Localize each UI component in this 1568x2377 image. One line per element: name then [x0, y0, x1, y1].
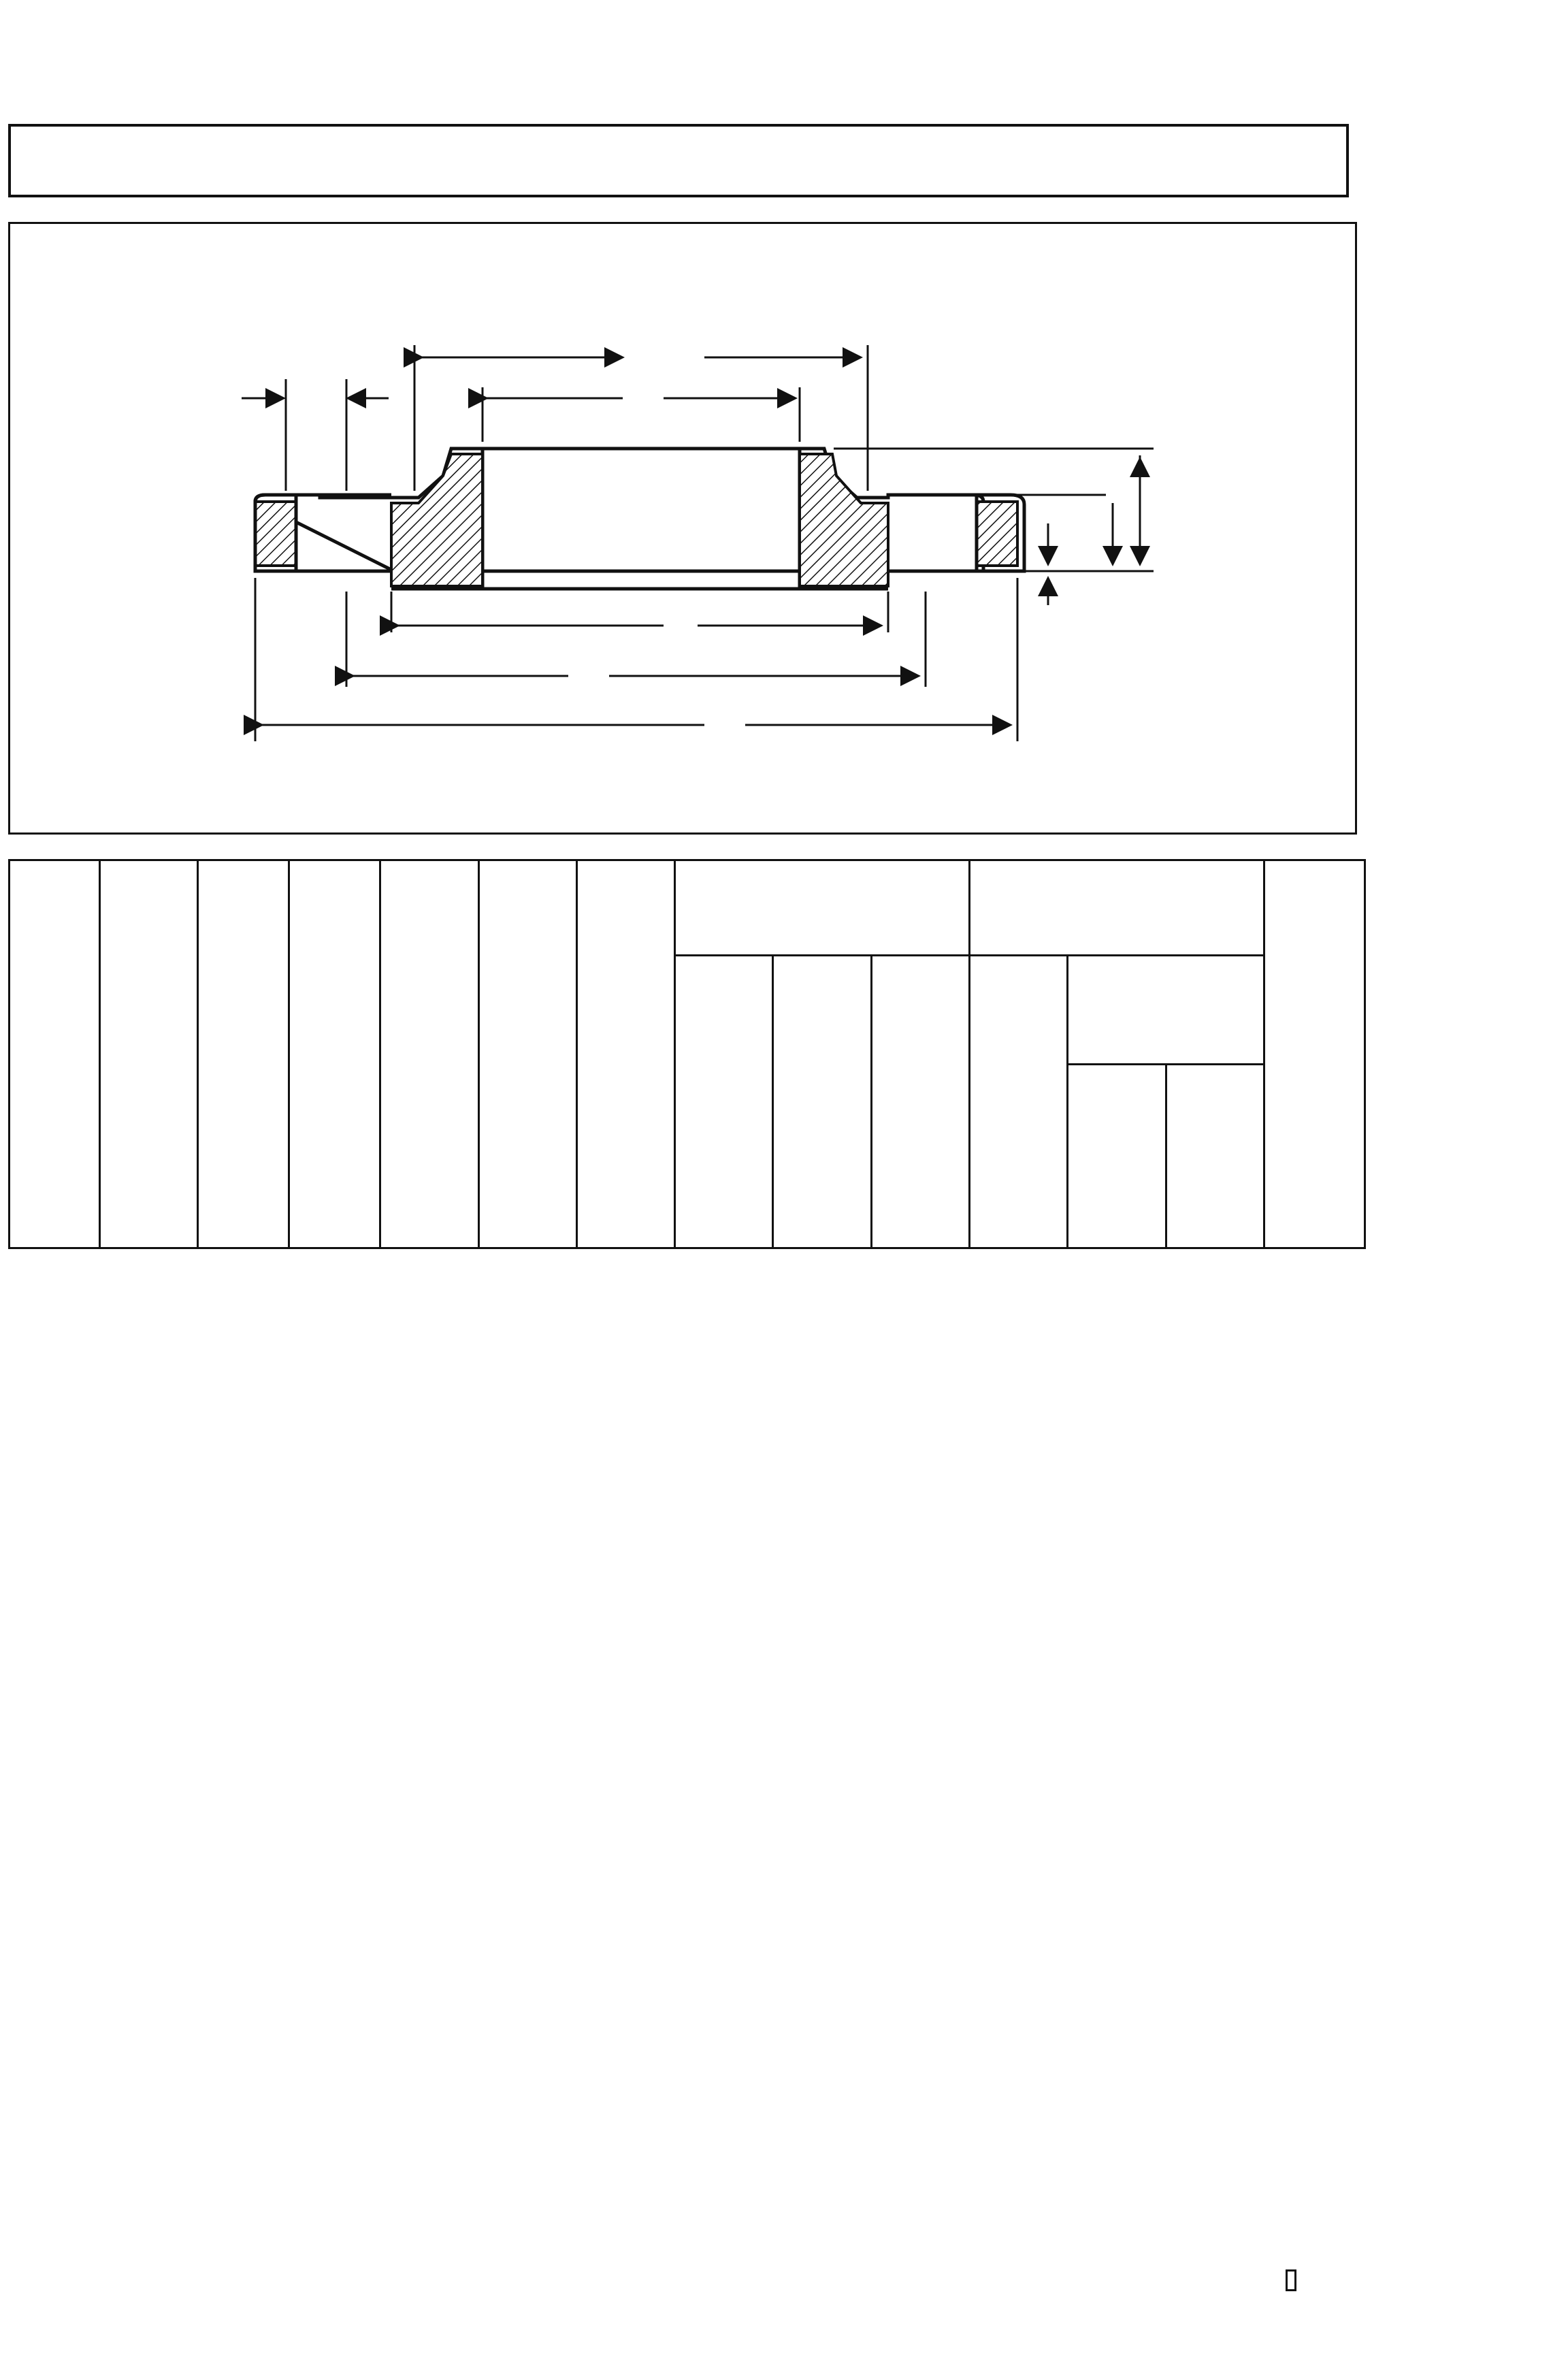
header-diam-raised-face — [479, 860, 577, 1208]
table-body — [10, 1248, 1365, 2240]
header-ring-joint — [1166, 1065, 1264, 1208]
header-outside-diam — [100, 860, 198, 1208]
brand-mark-icon — [1286, 2269, 1296, 2291]
header-stud-bolts — [970, 860, 1264, 956]
header-length-hub — [380, 860, 479, 1208]
symbol-i — [872, 1208, 970, 1248]
hatched-right-hub — [800, 454, 888, 586]
flange-cross-section-drawing — [10, 224, 1359, 837]
hatched-left-hub — [391, 454, 483, 586]
header-nominal-pipe-size — [10, 860, 100, 1208]
header-weight — [1264, 860, 1365, 1208]
symbol-k — [675, 1208, 773, 1248]
hatched-left-flange — [255, 502, 296, 566]
flange-diagram — [8, 222, 1357, 835]
spiral-binding — [1436, 0, 1568, 2377]
symbol-g — [479, 1208, 577, 1248]
symbol-D — [100, 1208, 198, 1248]
header-stud-diam — [970, 956, 1068, 1208]
header-drilling-template — [675, 860, 970, 956]
header-diam-hub — [577, 860, 675, 1208]
flange-dimensions-table — [8, 859, 1366, 2241]
title-bar — [8, 124, 1349, 197]
header-diam-bolt-holes — [872, 956, 970, 1208]
symbol-b — [289, 1208, 380, 1248]
brand-logo — [1247, 2269, 1335, 2310]
header-no-holes — [773, 956, 872, 1208]
symbol-j — [198, 1208, 289, 1248]
header-length — [1068, 956, 1264, 1065]
header-diam-bore — [198, 860, 289, 1208]
header-diam-bolt-circle — [675, 956, 773, 1208]
symbol-h — [380, 1208, 479, 1248]
header-raised-face — [1068, 1065, 1166, 1208]
header-thickness — [289, 860, 380, 1208]
symbol-X — [577, 1208, 675, 1248]
hatched-right-flange — [977, 502, 1017, 566]
